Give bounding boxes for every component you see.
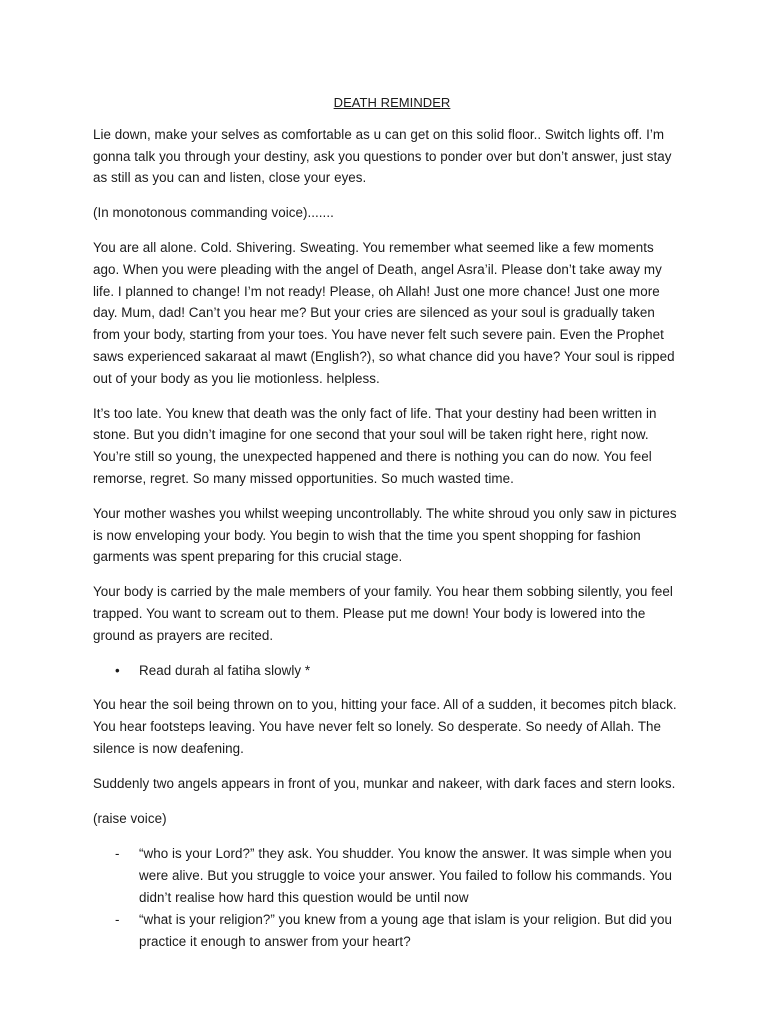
dash-item-text: “what is your religion?” you knew from a young age that islam is your religion. But did you practice it enough to answer from your heart? <box>139 911 672 949</box>
dash-icon: - <box>115 846 120 862</box>
paragraph-intro: Lie down, make your selves as comfortable as u can get on this solid floor.. Switch lights off. I’m gonna talk you through your destiny, ask you questions to ponder over but don’t answer, just stay as still as you can and listen, close your eyes. <box>93 126 672 186</box>
document-title: DEATH REMINDER <box>333 95 451 110</box>
document-body <box>93 92 683 952</box>
paragraph-mother-washes: Your mother washes you whilst weeping uncontrollably. The white shroud you only saw in pictures is now enveloping your body. You begin to wish that the time you spent shopping for fashion garments was spent preparing for this crucial stage. <box>93 505 677 565</box>
bullet-list-item <box>93 660 683 682</box>
paragraph-body-carried: Your body is carried by the male members of your family. You hear them sobbing silently, you feel trapped. You want to scream out to them. Please put me down! Your body is lowered into the ground as prayers are recited. <box>93 584 673 643</box>
paragraph-alone: You are all alone. Cold. Shivering. Sweating. You remember what seemed like a few moments ago. When you were pleading with the angel of Death, angel Asra’il. Please don’t take away my life. I planned to change! I’m not ready! Please, oh Allah! Just one more chance! Just one more day. Mum, dad! Can’t you hear me? But your cries are silenced as your soul is gradually taken from your body, starting from your toes. You have never felt such severe pain. Even the Prophet saws experienced sakaraat al mawt (English?), so what chance did you have? Your soul is ripped out of your body as you lie motionless. helpless. <box>93 239 675 386</box>
dash-list-item <box>93 843 683 908</box>
paragraph-raise-voice: (raise voice) <box>93 810 167 826</box>
dash-list <box>93 843 683 952</box>
paragraph-two-angels: Suddenly two angels appears in front of you, munkar and nakeer, with dark faces and stern looks. <box>93 775 676 791</box>
paragraph-soil: You hear the soil being thrown on to you, hitting your face. All of a sudden, it becomes pitch black. You hear footsteps leaving. You have never felt so lonely. So desperate. So needy of Allah. The silence is now deafening. <box>93 697 677 756</box>
paragraph-voice-direction: (In monotonous commanding voice)....... <box>93 205 334 221</box>
dash-item-text: “who is your Lord?” they ask. You shudder. You know the answer. It was simple when you were alive. But you struggle to voice your answer. You failed to follow his commands. You didn’t realise how hard this question would be until now <box>139 846 672 905</box>
dash-list-item <box>93 909 683 953</box>
bullet-text: Read durah al fatiha slowly * <box>139 662 311 678</box>
dash-icon: - <box>115 911 120 927</box>
bullet-icon: • <box>115 662 120 678</box>
paragraph-too-late: It’s too late. You knew that death was the only fact of life. That your destiny had been written in stone. But you didn’t imagine for one second that your soul will be taken right here, right now. You’re still so young, the unexpected happened and there is nothing you can do now. You feel remorse, regret. So many missed opportunities. So much wasted time. <box>93 405 657 486</box>
